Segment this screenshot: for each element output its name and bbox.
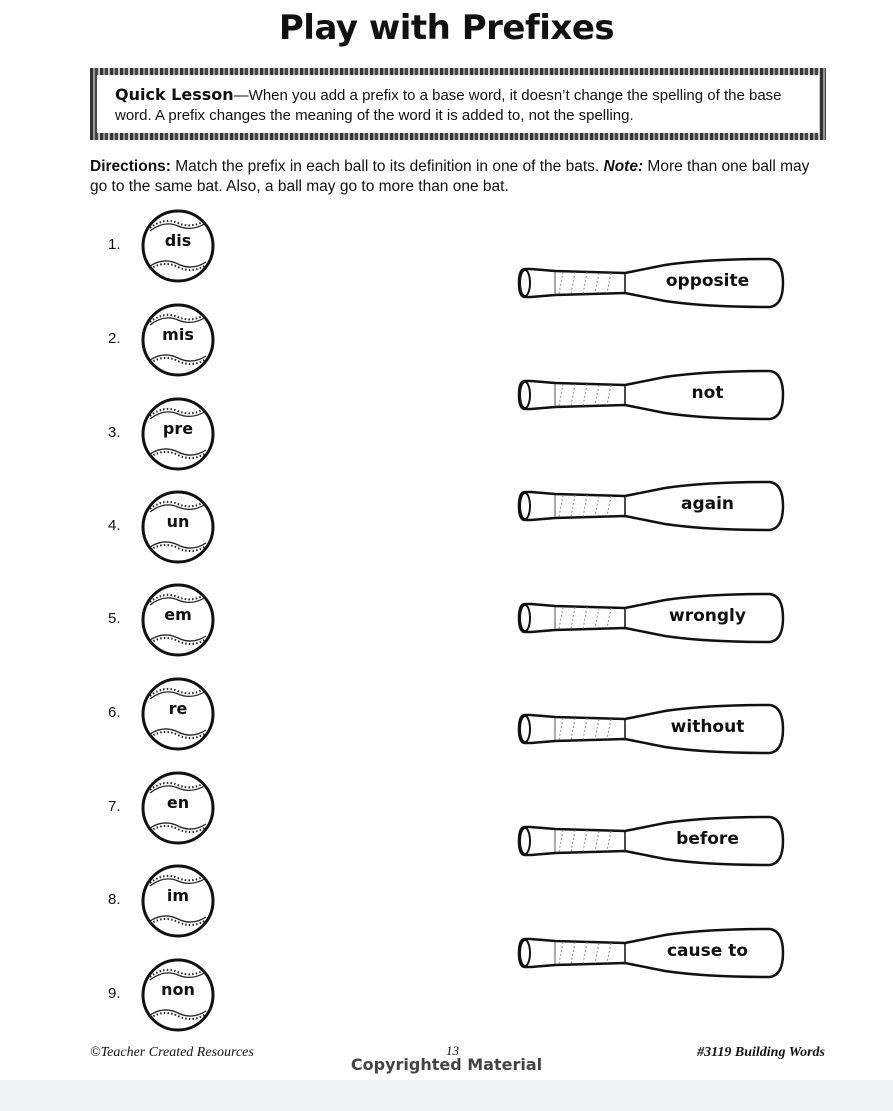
- ball-number: 8.: [108, 891, 121, 908]
- bat-item-4: [515, 590, 785, 646]
- bat-item-5: [515, 701, 785, 757]
- ball-number: 5.: [108, 610, 121, 627]
- ball-item-6: [100, 676, 230, 752]
- bat-definition: wrongly: [669, 606, 746, 626]
- bat-item-3: [515, 478, 785, 534]
- ball-item-4: [100, 489, 230, 565]
- quick-lesson-body: —When you add a prefix to a base word, it doesn’t change the spelling of the base word. A prefix changes the meaning of the word it is added to, not the spelling.: [115, 87, 782, 124]
- ball-item-8: [100, 863, 230, 939]
- quick-lesson-text: [115, 85, 805, 126]
- ball-prefix: dis: [164, 231, 192, 250]
- ball-prefix: un: [166, 512, 190, 531]
- bat-item-1: [515, 255, 785, 311]
- footer-book-title: #3119 Building Words: [697, 1045, 825, 1060]
- bat-definition: cause to: [666, 941, 749, 961]
- ball-prefix: en: [166, 793, 190, 812]
- ball-number: 1.: [108, 236, 121, 253]
- bat-definition: without: [670, 717, 745, 737]
- ball-prefix: non: [161, 980, 195, 999]
- note-label: Note:: [603, 158, 644, 175]
- directions-label: Directions:: [90, 158, 171, 175]
- bat-definition: again: [680, 494, 735, 514]
- quick-lesson-label: Quick Lesson: [115, 85, 234, 104]
- bat-definition: before: [676, 829, 739, 849]
- ball-number: 4.: [108, 517, 121, 534]
- ball-number: 6.: [108, 704, 121, 721]
- ball-number: 7.: [108, 798, 121, 815]
- ball-item-9: [100, 957, 230, 1033]
- ball-item-1: [100, 208, 230, 284]
- ball-item-2: [100, 302, 230, 378]
- copyright-watermark: Copyrighted Material: [350, 1055, 543, 1074]
- directions-body: Match the prefix in each ball to its definition in one of the bats.: [170, 158, 604, 175]
- bat-item-6: [515, 813, 785, 869]
- ball-prefix: re: [168, 699, 188, 718]
- ball-item-3: [100, 396, 230, 472]
- ball-number: 3.: [108, 424, 121, 441]
- ball-number: 9.: [108, 985, 121, 1002]
- ball-prefix: em: [164, 605, 192, 624]
- footer-publisher: ©Teacher Created Resources: [90, 1045, 254, 1060]
- ball-item-5: [100, 582, 230, 658]
- quick-lesson-box: [90, 68, 826, 140]
- viewer-bottom-bar: [0, 1080, 893, 1111]
- ball-prefix: pre: [162, 419, 194, 438]
- bat-item-2: [515, 367, 785, 423]
- ball-prefix: mis: [162, 325, 194, 344]
- directions: [90, 157, 820, 197]
- ball-item-7: [100, 770, 230, 846]
- bat-item-7: [515, 925, 785, 981]
- bat-definition: not: [691, 383, 724, 403]
- ball-number: 2.: [108, 330, 121, 347]
- page-title: Play with Prefixes: [278, 8, 615, 48]
- footer-page-number: 13: [446, 1043, 459, 1058]
- note-body: More than one ball may go to the same bat. Also, a ball may go to more than one bat.: [90, 158, 810, 195]
- ball-prefix: im: [166, 886, 190, 905]
- bat-definition: opposite: [665, 271, 750, 291]
